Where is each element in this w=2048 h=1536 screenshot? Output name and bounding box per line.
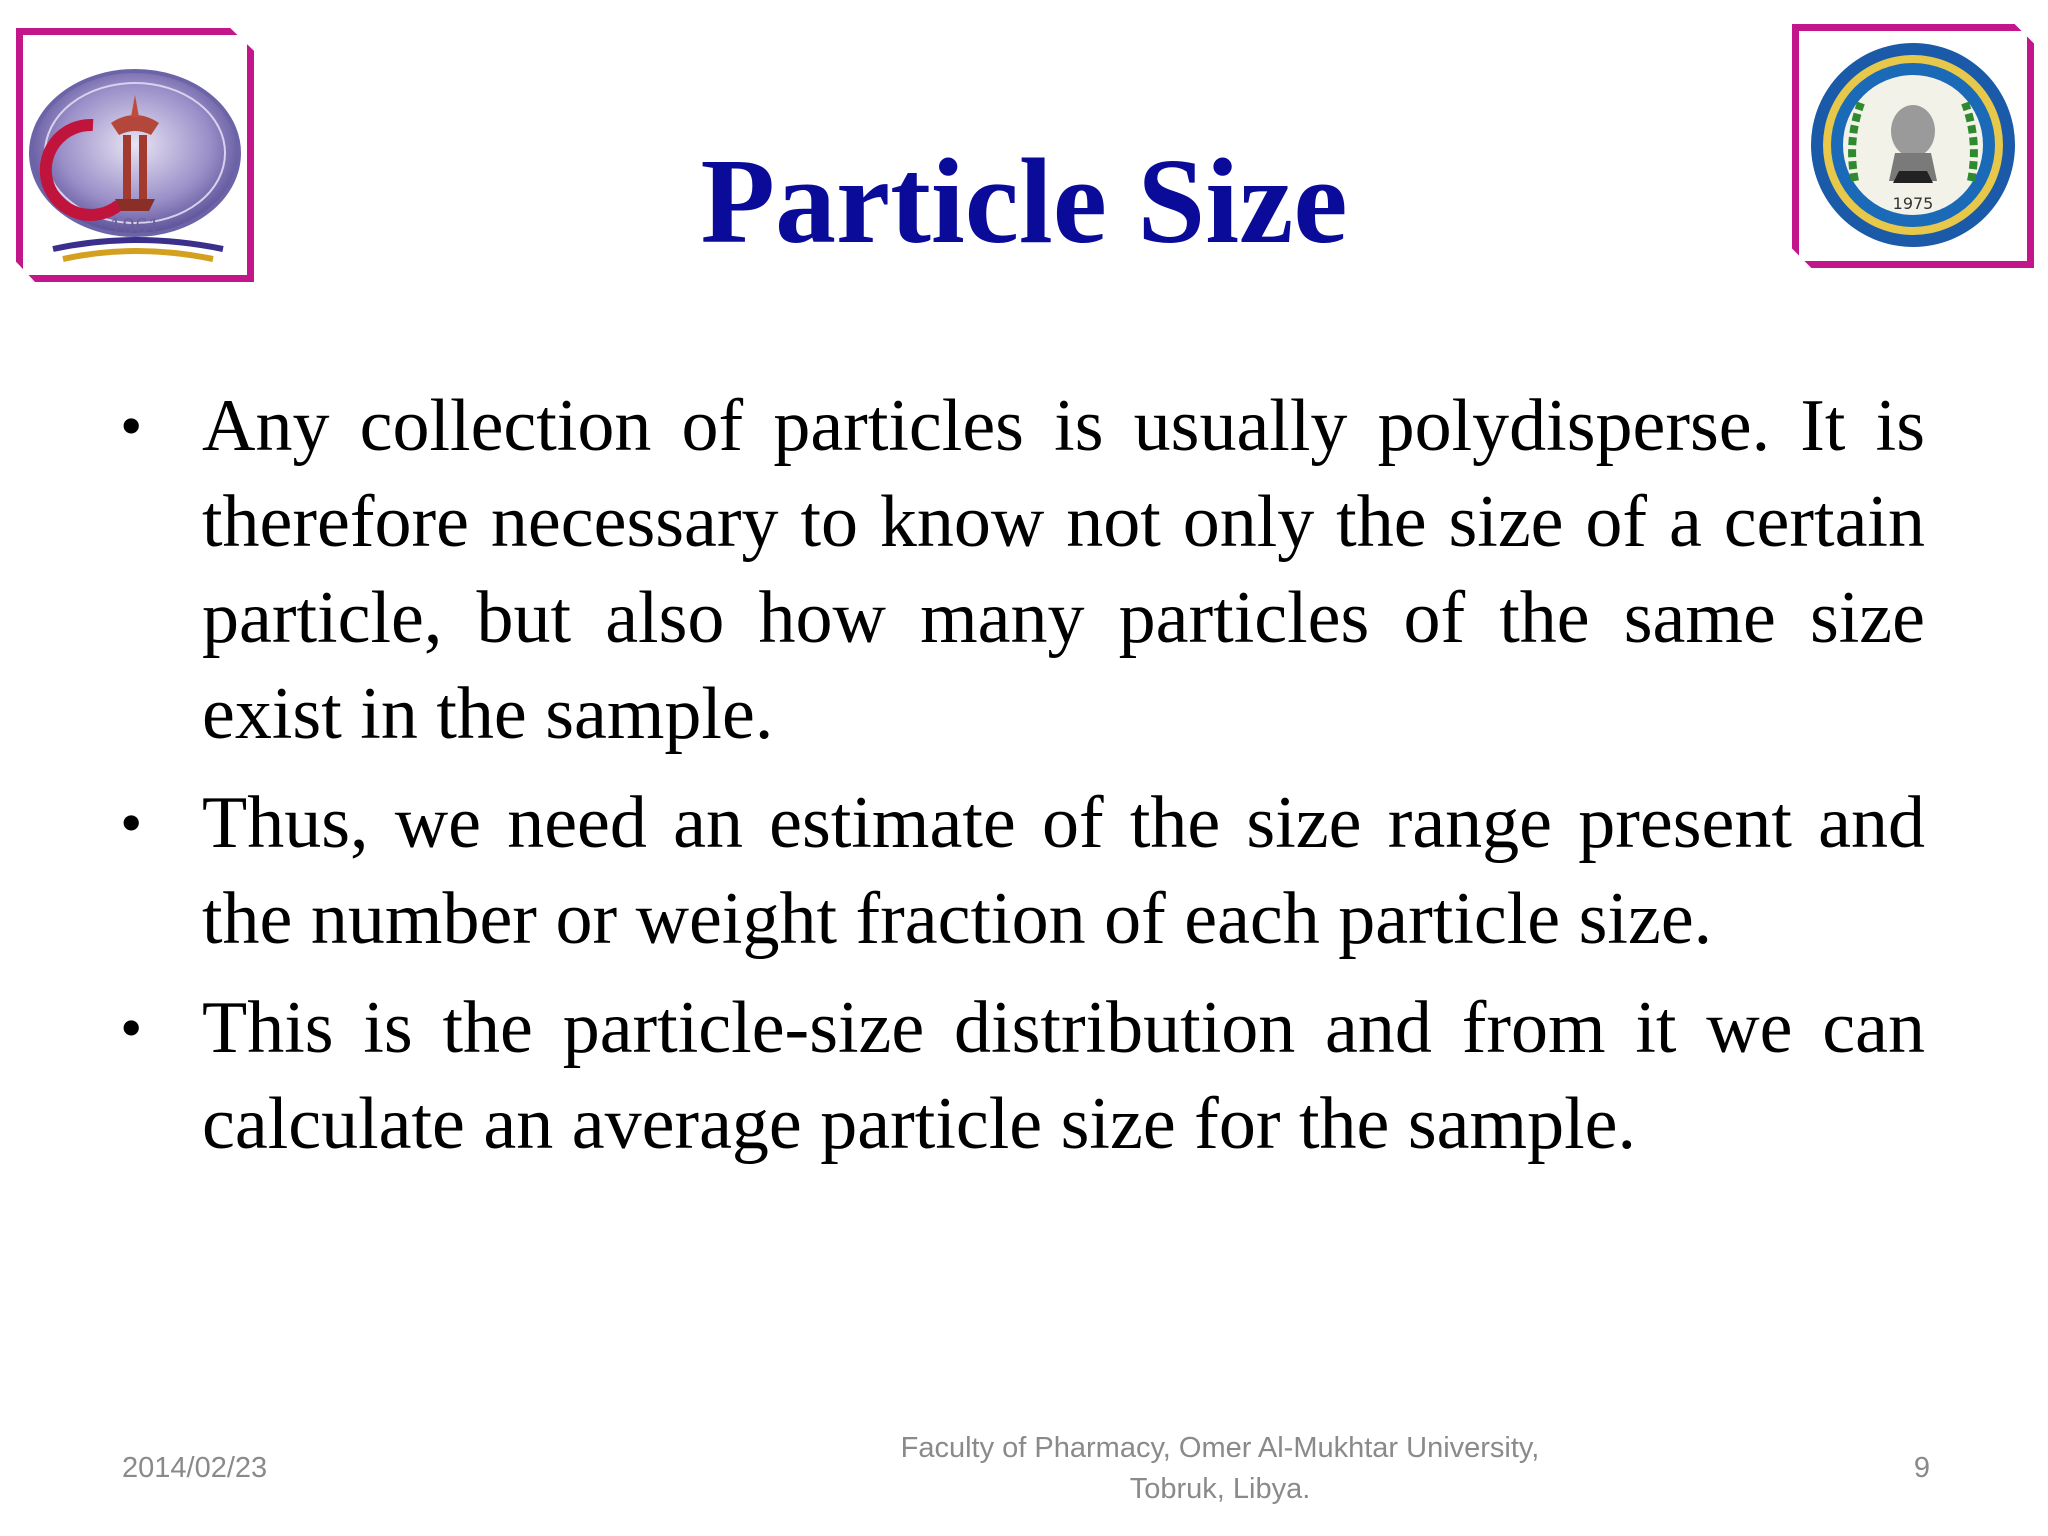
bullet-item [120, 775, 1925, 967]
bullet-text: Any collection of particles is usually polydisperse. It is therefore necessary to know not only the size of a certain particle, but also how many particles of the same size exist in the sample. [202, 385, 1925, 755]
bullet-list [120, 378, 1925, 1185]
svg-text:1975: 1975 [1892, 194, 1934, 213]
footer-date: 2014/02/23 [122, 1452, 268, 1484]
bullet-text: This is the particle-size distribution and from it we can calculate an average particle size for the sample. [202, 987, 1925, 1165]
footer-institution-line2: Tobruk, Libya. [1129, 1473, 1311, 1505]
faculty-logo [16, 28, 254, 282]
bullet-marker: • [120, 390, 143, 461]
bullet-marker: • [120, 787, 143, 858]
bullet-item [120, 980, 1925, 1172]
footer-institution [700, 1428, 1740, 1510]
faculty-logo-icon [23, 35, 247, 275]
footer-institution-line1: Faculty of Pharmacy, Omer Al-Mukhtar University, [900, 1432, 1540, 1464]
bullet-text: Thus, we need an estimate of the size range present and the number or weight fraction of each particle size. [202, 782, 1925, 960]
university-seal-icon [1799, 31, 2027, 261]
bullet-marker: • [120, 992, 143, 1063]
bullet-item [120, 378, 1925, 762]
university-seal [1792, 24, 2034, 268]
svg-text:1961: 1961 [109, 214, 161, 238]
slide-title: Particle Size [700, 134, 1348, 269]
page-number: 9 [1913, 1452, 1930, 1484]
